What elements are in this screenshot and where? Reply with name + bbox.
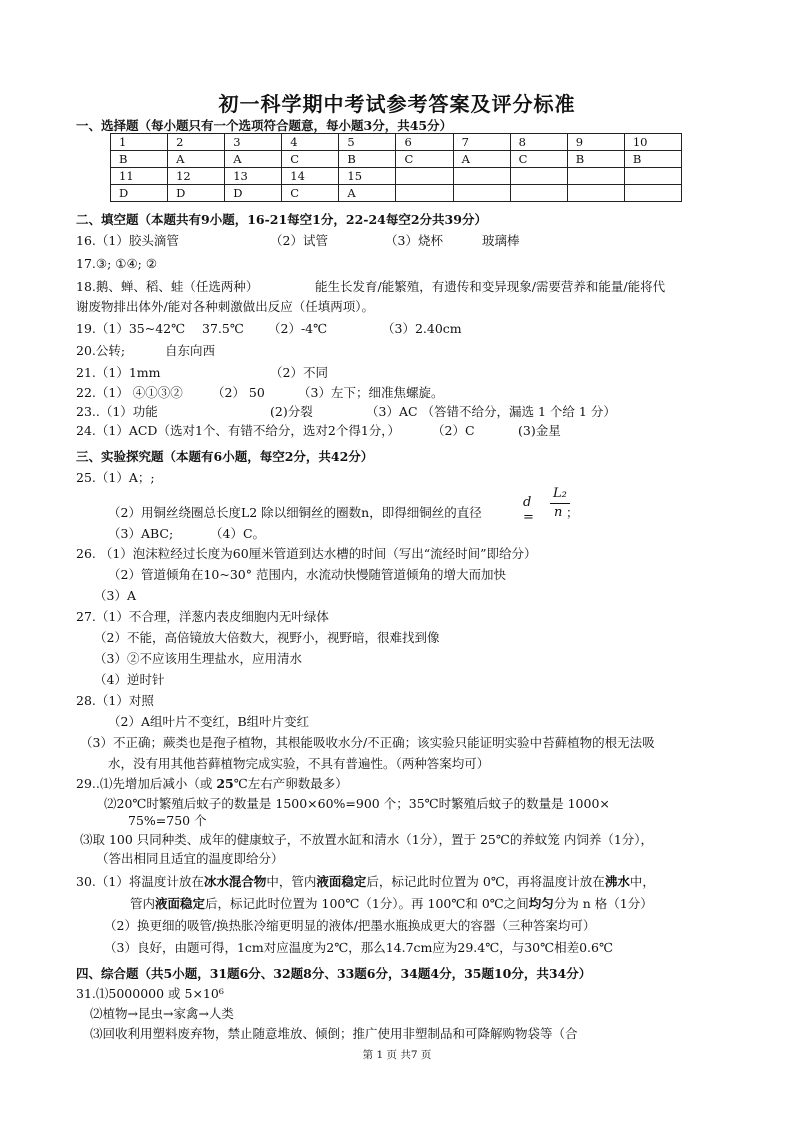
table-cell: 8: [510, 134, 567, 151]
answer-18-3: 谢废物排出体外/能对各种刺激做出反应（任填两项）。: [76, 299, 374, 314]
table-cell: 13: [225, 168, 282, 185]
table-cell: D: [168, 185, 225, 202]
answer-16-4: 玻璃棒: [482, 233, 520, 248]
answer-30-2: （2）换更细的吸管/换热胀冷缩更明显的液体/把墨水瓶换成更大的容器（三种答案均可）: [104, 918, 596, 933]
answer-22-2: （2） 50: [212, 385, 265, 400]
answer-22-1: 22.（1） ④①③②: [76, 385, 183, 400]
answer-29-1-text: 29..⑴先增加后减小（或: [76, 776, 217, 791]
answer-23-3: （3）AC （答错不给分，漏选 1 个给 1 分）: [366, 404, 616, 419]
answer-31-2: ⑵植物→昆虫→家禽→人类: [90, 1006, 234, 1021]
table-cell: A: [339, 185, 396, 202]
formula-tail: ；: [566, 505, 579, 520]
page-title: 初一科学期中考试参考答案及评分标准: [218, 92, 576, 116]
table-cell: [396, 185, 453, 202]
answer-25-3: （3）ABC;: [108, 526, 174, 541]
answer-30-1-e: 后，标记此时位置为 0℃，再将温度计放在: [366, 874, 605, 889]
table-cell: 10: [624, 134, 681, 151]
formula-lhs: d =: [523, 495, 534, 525]
table-cell: C: [282, 151, 339, 168]
table-cell: B: [567, 151, 624, 168]
answer-28-2: （2）A组叶片不变红，B组叶片变红: [108, 714, 310, 729]
table-row: [111, 168, 682, 185]
answer-29-2: ⑵20℃时繁殖后蚊子的数量是 1500×60%=900 个；35℃时繁殖后蚊子的数量是 1000×: [104, 796, 610, 811]
table-cell: [453, 185, 510, 202]
answer-24-1: 24.（1）ACD（选对1个、有错不给分，选对2个得1分，）: [76, 423, 401, 438]
answer-22-3: （3）左下；细准焦螺旋。: [298, 385, 444, 400]
answer-20-2: 自东向西: [165, 343, 216, 358]
answer-31-1: 31.⑴5000000 或 5×10⁶: [76, 986, 224, 1001]
answer-23-1: 23..（1）功能: [76, 404, 158, 419]
answer-29-3: ⑶取 100 只同种类、成年的健康蚊子，不放置水缸和清水（1分），置于 25℃的养蚊笼 内饲养（1分），: [80, 832, 654, 847]
answer-16-3: （3）烧杯: [385, 233, 443, 248]
answer-28-3: （3）不正确；蕨类也是孢子植物，其根能吸收水分/不正确；该实验只能证明实验中苔藓植物的根无法吸: [80, 735, 655, 750]
answer-30-1-cont-d: 均匀: [528, 896, 554, 911]
answer-30-1-cont-b: 液面稳定: [155, 896, 206, 911]
table-cell: D: [111, 185, 168, 202]
answer-28-4: 水，没有用其他苔藓植物完成实验，不具有普遍性。（两种答案均可）: [108, 756, 490, 771]
answer-26-3: （3）A: [94, 588, 136, 603]
table-cell: [396, 168, 453, 185]
formula-numerator: L₂: [553, 486, 567, 501]
answer-29-3-cont: （答出相同且适宜的温度即给分）: [96, 851, 284, 866]
table-row: [111, 134, 682, 151]
table-cell: [567, 168, 624, 185]
table-cell: 9: [567, 134, 624, 151]
answer-29-1: [76, 776, 348, 792]
answer-21-1: 21.（1）1mm: [76, 365, 161, 380]
answer-25-1: 25.（1）A；;: [76, 470, 155, 485]
answer-18-1: 18.鹅、蝉、稻、蛙（任选两种）: [76, 279, 259, 294]
answer-28-1: 28.（1）对照: [76, 693, 154, 708]
answer-20-1: 20.公转;: [76, 343, 126, 358]
answer-30-1-cont-a: 管内: [130, 896, 156, 911]
answer-30-1-d: 液面稳定: [316, 874, 367, 889]
answer-30-1: [76, 874, 655, 890]
answer-29-2-cont: 75%=750 个: [128, 813, 207, 828]
table-cell: C: [282, 185, 339, 202]
table-cell: 6: [396, 134, 453, 151]
table-cell: C: [510, 151, 567, 168]
answer-27-3: （3）②不应该用生理盐水，应用清水: [94, 651, 302, 666]
answer-30-1-cont-c: 后，标记此时位置为 100℃（1分）。再 100℃和 0℃之间: [205, 896, 529, 911]
answer-26-2: （2）管道倾角在10~30° 范围内，水流动快慢随管道倾角的增大而加快: [108, 567, 506, 582]
answer-23-2: (2)分裂: [270, 404, 313, 419]
table-cell: [510, 168, 567, 185]
table-cell: 15: [339, 168, 396, 185]
table-cell: A: [453, 151, 510, 168]
formula-denominator: n: [554, 505, 563, 520]
table-cell: [453, 168, 510, 185]
answer-21-2: （2）不同: [270, 365, 328, 380]
answer-19-4: （3）2.40cm: [382, 321, 462, 336]
table-cell: [624, 185, 681, 202]
answer-19-2: 37.5℃: [202, 321, 244, 336]
table-cell: C: [396, 151, 453, 168]
answer-24-2: （2）C: [432, 423, 475, 438]
table-cell: B: [111, 151, 168, 168]
table-cell: 2: [168, 134, 225, 151]
answer-30-1-cont-e: 分为 n 格（1分）: [553, 896, 653, 911]
answer-31-3: ⑶回收利用塑料废弃物，禁止随意堆放、倾倒；推广使用非塑制品和可降解购物袋等（合: [90, 1026, 578, 1041]
table-cell: [567, 185, 624, 202]
table-cell: B: [624, 151, 681, 168]
table-cell: 14: [282, 168, 339, 185]
answer-30-1-c: 中，管内: [266, 874, 317, 889]
section-2-heading: 二、填空题（本题共有9小题，16-21每空1分，22-24每空2分共39分）: [76, 212, 487, 227]
table-cell: 7: [453, 134, 510, 151]
section-4-heading: 四、综合题（共5小题，31题6分、32题8分、33题6分，34题4分，35题10分，共34分）: [76, 966, 592, 981]
section-3-heading: 三、实验探究题（本题有6小题，每空2分，共42分）: [76, 449, 374, 464]
table-cell: 5: [339, 134, 396, 151]
answer-19-3: （2）-4℃: [268, 321, 328, 336]
table-cell: 3: [225, 134, 282, 151]
answer-25-4: （4）C。: [210, 526, 266, 541]
answer-24-3: (3)金星: [518, 423, 561, 438]
table-cell: D: [225, 185, 282, 202]
answer-30-3: （3）良好，由题可得，1cm对应温度为2℃，那么14.7cm应为29.4℃，与30℃相差0.6℃: [104, 940, 613, 955]
table-cell: [624, 168, 681, 185]
answer-30-1-cont: [130, 896, 653, 912]
answer-19-1: 19.（1）35~42℃: [76, 321, 186, 336]
section-1-heading: 一、选择题（每小题只有一个选项符合题意，每小题3分，共45分）: [76, 118, 453, 133]
table-cell: [510, 185, 567, 202]
answer-29-1-bold: 25: [216, 776, 234, 791]
answer-17: 17.③; ①④; ②: [76, 256, 158, 271]
fraction-bar: [550, 503, 570, 504]
table-row: [111, 185, 682, 202]
table-cell: 1: [111, 134, 168, 151]
answer-16-2: （2）试管: [270, 233, 328, 248]
table-cell: 12: [168, 168, 225, 185]
answer-25-2: （2）用铜丝绕圈总长度L2 除以细铜丝的圈数n，即得细铜丝的直径: [108, 505, 482, 520]
multiple-choice-answer-table: [110, 133, 682, 202]
table-cell: 11: [111, 168, 168, 185]
answer-30-1-g: 中，: [629, 874, 655, 889]
table-cell: A: [225, 151, 282, 168]
answer-29-1-tail: ℃左右产卵数最多）: [233, 776, 348, 791]
table-cell: A: [168, 151, 225, 168]
page-footer: 第 1 页 共7 页: [362, 1049, 432, 1061]
answer-26-1: 26. （1）泡沫粒经过长度为60厘米管道到达水槽的时间（写出“流经时间”即给分）: [76, 546, 537, 561]
table-cell: 4: [282, 134, 339, 151]
table-row: [111, 151, 682, 168]
answer-27-1: 27.（1）不合理，洋葱内表皮细胞内无叶绿体: [76, 609, 329, 624]
table-cell: B: [339, 151, 396, 168]
answer-30-1-f: 沸水: [604, 874, 630, 889]
answer-30-1-b: 冰水混合物: [203, 874, 267, 889]
answer-27-2: （2）不能，高倍镜放大倍数大，视野小，视野暗，很难找到像: [94, 630, 440, 645]
answer-27-4: （4）逆时针: [94, 672, 165, 687]
answer-30-1-a: 30.（1）将温度计放在: [76, 874, 204, 889]
answer-16-1: 16.（1）胶头滴管: [76, 233, 179, 248]
answer-18-2: 能生长发育/能繁殖，有遗传和变异现象/需要营养和能量/能将代: [315, 279, 666, 294]
